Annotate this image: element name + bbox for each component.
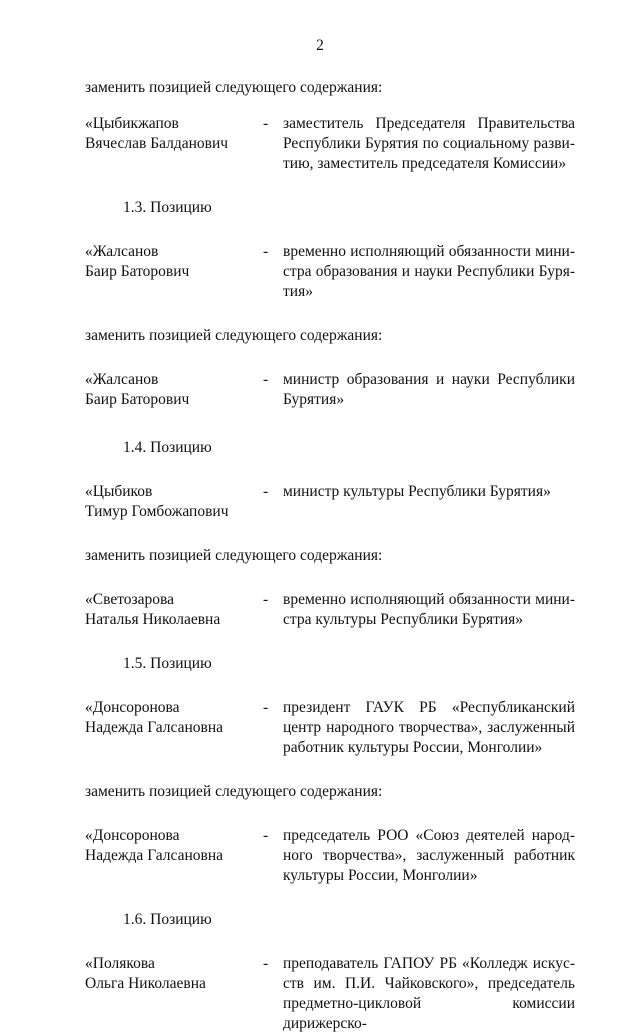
page-number: 2 bbox=[316, 37, 324, 54]
position-description bbox=[283, 114, 575, 174]
position-description bbox=[283, 242, 575, 302]
position-description bbox=[283, 482, 575, 522]
description-line: министр культуры Республики Бурятия» bbox=[283, 483, 551, 500]
surname: «Жалсанов bbox=[85, 243, 159, 260]
position-entry bbox=[85, 954, 575, 1034]
surname: «Донсоронова bbox=[85, 699, 180, 716]
surname: «Жалсанов bbox=[85, 371, 159, 388]
dash: - bbox=[263, 371, 269, 388]
dash: - bbox=[263, 955, 269, 972]
replace-instruction: заменить позицией следующего содержания: bbox=[85, 327, 383, 344]
position-entry bbox=[85, 370, 575, 410]
item-heading: 1.6. Позицию bbox=[123, 911, 212, 928]
surname: «Донсоронова bbox=[85, 827, 180, 844]
description-line: временно исполняющий обязанности мини- bbox=[283, 591, 575, 608]
given-names: Тимур Гомбожапович bbox=[85, 503, 229, 520]
person-name bbox=[85, 698, 263, 758]
surname: «Полякова bbox=[85, 955, 155, 972]
dash: - bbox=[263, 699, 269, 716]
surname: «Цыбикжапов bbox=[85, 115, 179, 132]
description-line: предметно-цикловой комиссии дирижерско- bbox=[283, 995, 575, 1032]
replace-instruction: заменить позицией следующего содержания: bbox=[85, 547, 383, 564]
position-entry bbox=[85, 242, 575, 302]
item-heading: 1.4. Позицию bbox=[123, 439, 212, 456]
description-line: центр народного творчества», заслуженный bbox=[283, 719, 575, 736]
position-description bbox=[283, 826, 575, 886]
position-entry bbox=[85, 698, 575, 758]
position-entry bbox=[85, 590, 575, 630]
description-line: работник культуры России, Монголии» bbox=[283, 739, 543, 756]
description-line: ств им. П.И. Чайковского», председатель bbox=[283, 975, 575, 992]
description-line: временно исполняющий обязанности мини- bbox=[283, 243, 575, 260]
given-names: Ольга Николаевна bbox=[85, 975, 206, 992]
description-line: председатель РОО «Союз деятелей народ- bbox=[283, 827, 575, 844]
replace-instruction: заменить позицией следующего содержания: bbox=[85, 79, 383, 96]
description-line: президент ГАУК РБ «Республиканский bbox=[283, 699, 575, 716]
person-name bbox=[85, 590, 263, 630]
given-names: Вячеслав Балданович bbox=[85, 135, 229, 152]
item-heading: 1.3. Позицию bbox=[123, 199, 212, 216]
description-line: культуры России, Монголии» bbox=[283, 867, 478, 884]
description-line: стра образования и науки Республики Буря- bbox=[283, 263, 575, 280]
given-names: Надежда Галсановна bbox=[85, 847, 224, 864]
description-line: заместитель Председателя Правительства bbox=[283, 115, 575, 132]
description-line: преподаватель ГАПОУ РБ «Колледж искус- bbox=[283, 955, 575, 972]
description-line: стра культуры Республики Бурятия» bbox=[283, 611, 524, 628]
position-entry bbox=[85, 114, 575, 174]
position-entry bbox=[85, 482, 575, 522]
person-name bbox=[85, 370, 263, 410]
given-names: Баир Баторович bbox=[85, 391, 190, 408]
person-name bbox=[85, 826, 263, 886]
dash: - bbox=[263, 483, 269, 500]
description-line: Республики Бурятия по социальному разви- bbox=[283, 135, 575, 152]
person-name bbox=[85, 954, 263, 1034]
description-line: министр образования и науки Республики bbox=[283, 371, 575, 388]
person-name bbox=[85, 482, 263, 522]
position-description bbox=[283, 590, 575, 630]
dash: - bbox=[263, 243, 269, 260]
document-body bbox=[85, 78, 575, 1034]
description-line: ного творчества», заслуженный работник bbox=[283, 847, 575, 864]
description-line: Бурятия» bbox=[283, 391, 345, 408]
description-line: тия» bbox=[283, 283, 313, 300]
person-name bbox=[85, 242, 263, 302]
replace-instruction: заменить позицией следующего содержания: bbox=[85, 783, 383, 800]
given-names: Надежда Галсановна bbox=[85, 719, 224, 736]
item-heading: 1.5. Позицию bbox=[123, 655, 212, 672]
given-names: Баир Баторович bbox=[85, 263, 190, 280]
dash: - bbox=[263, 827, 269, 844]
position-description bbox=[283, 954, 575, 1034]
position-description bbox=[283, 370, 575, 410]
position-entry bbox=[85, 826, 575, 886]
person-name bbox=[85, 114, 263, 174]
dash: - bbox=[263, 115, 269, 132]
description-line: тию, заместитель председателя Комиссии» bbox=[283, 155, 567, 172]
dash: - bbox=[263, 591, 269, 608]
surname: «Цыбиков bbox=[85, 483, 153, 500]
surname: «Светозарова bbox=[85, 591, 175, 608]
position-description bbox=[283, 698, 575, 758]
given-names: Наталья Николаевна bbox=[85, 611, 221, 628]
